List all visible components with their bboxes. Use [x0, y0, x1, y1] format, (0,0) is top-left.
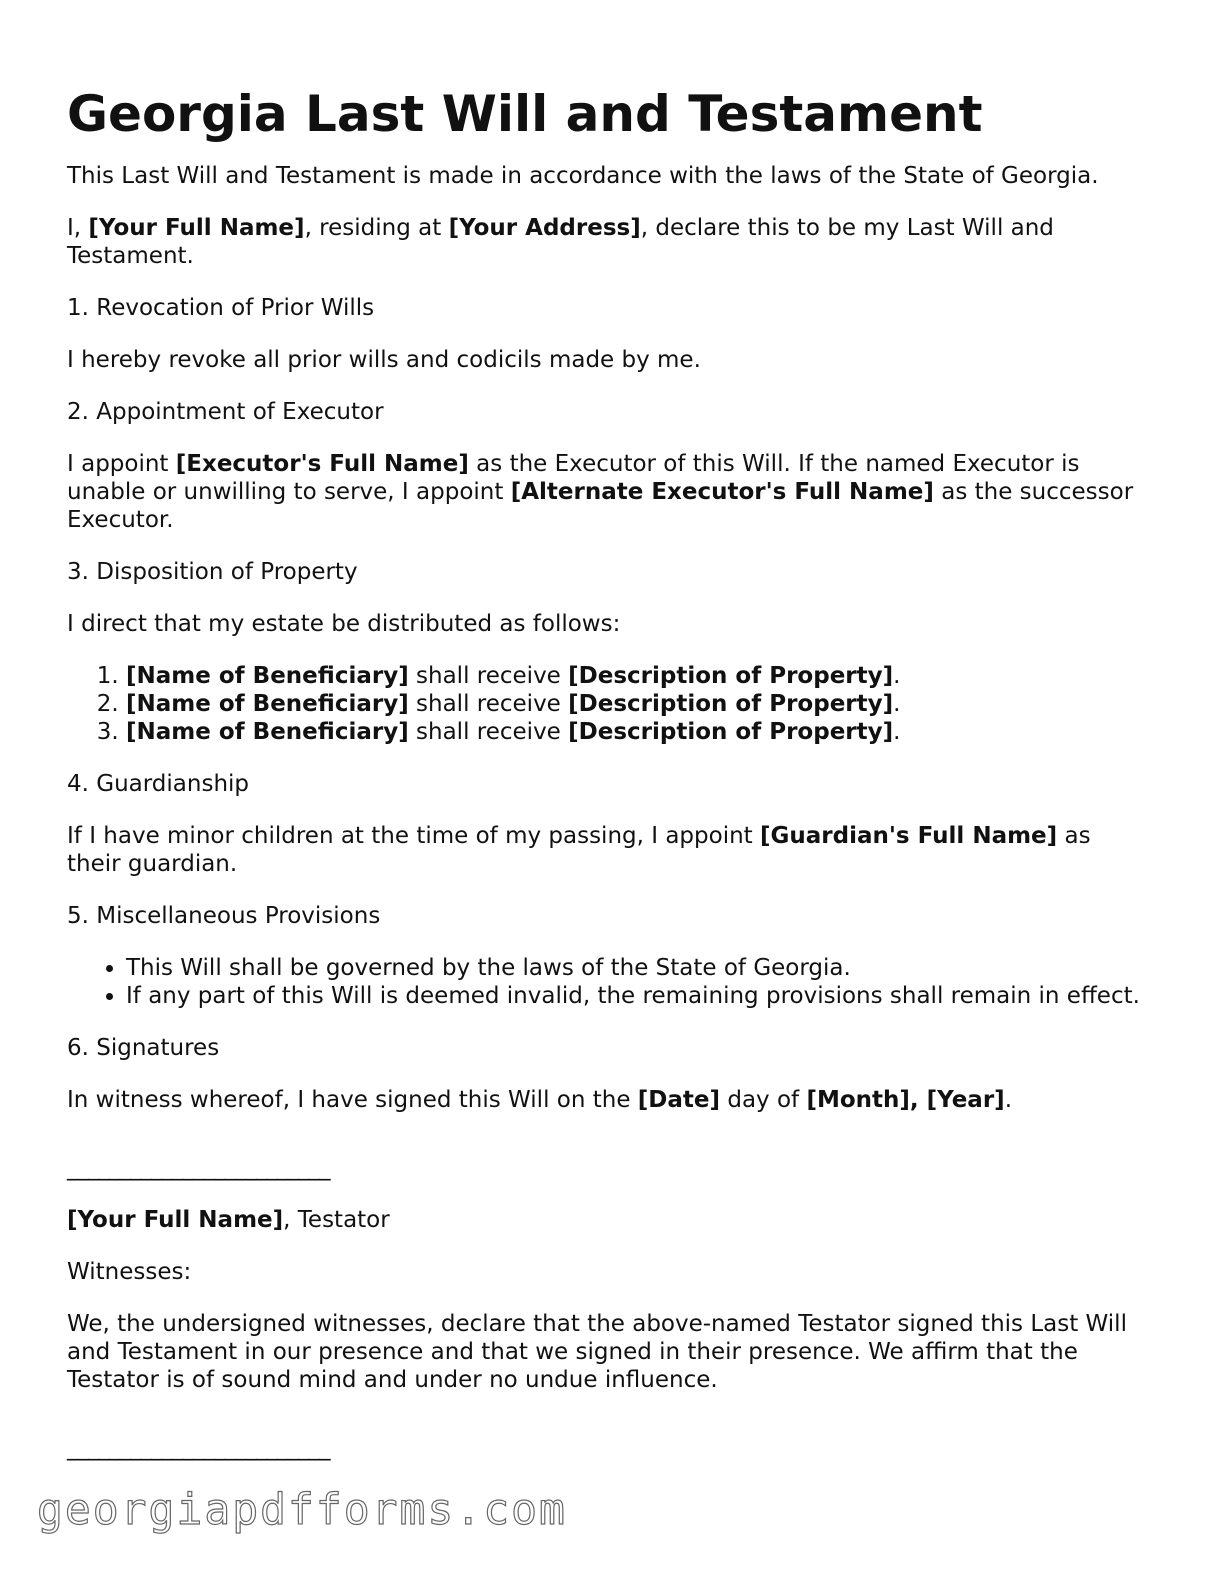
list-item [126, 662, 1147, 690]
guardian-name-placeholder: [Guardian's Full Name] [760, 823, 1058, 849]
intro-paragraph: This Last Will and Testament is made in accordance with the laws of the State of Georgia. [67, 163, 1099, 189]
list-item-end: . [893, 663, 901, 689]
list-item-end: . [893, 719, 901, 745]
beneficiary-placeholder: [Name of Beneficiary] [126, 719, 409, 745]
witness-signature-line: _________________________ [67, 1435, 330, 1461]
list-item [126, 718, 1147, 746]
property-placeholder: [Description of Property] [568, 719, 894, 745]
beneficiary-placeholder: [Name of Beneficiary] [126, 691, 409, 717]
list-item: • If any part of this Will is deemed invalid, the remaining provisions shall remain in effect. [126, 982, 1147, 1010]
executor-text-2: as the Executor of this Will. If the named Executor is unable or unwilling to serve, I appoint [67, 451, 1080, 505]
witness-whereof-paragraph [67, 1086, 1147, 1114]
property-heading: 3. Disposition of Property [67, 559, 358, 585]
document-title: Georgia Last Will and Testament [67, 85, 983, 143]
testator-name-placeholder: [Your Full Name] [67, 1207, 284, 1233]
list-item-text: shall receive [408, 663, 569, 689]
guardianship-paragraph [67, 822, 1147, 878]
document-page [67, 78, 1147, 1462]
guardianship-text-1: If I have minor children at the time of my passing, I appoint [67, 823, 760, 849]
list-item [126, 690, 1147, 718]
witness-statement: We, the undersigned witnesses, declare that the above-named Testator signed this Last Will and Testament in our presence and that we signed in their presence. We affirm that the Testator is of sound mind and under no undue influence. [67, 1311, 1127, 1393]
signature-text-2: day of [720, 1087, 807, 1113]
beneficiary-placeholder: [Name of Beneficiary] [126, 663, 409, 689]
witnesses-label: Witnesses: [67, 1259, 192, 1285]
date-placeholder: [Date] [637, 1087, 721, 1113]
watermark-text: georgiapdfforms.com [37, 1485, 567, 1535]
declaration-suffix: , declare this to be my Last Will and Testament. [67, 215, 1054, 269]
executor-text-3: as the successor Executor. [67, 479, 1134, 533]
guardianship-heading: 4. Guardianship [67, 771, 250, 797]
alternate-executor-placeholder: [Alternate Executor's Full Name] [510, 479, 934, 505]
property-placeholder: [Description of Property] [568, 691, 894, 717]
signature-text-3: . [1004, 1087, 1012, 1113]
testator-signature-line: _________________________ [67, 1155, 330, 1181]
executor-text-1: I appoint [67, 451, 176, 477]
declaration-prefix: I, [67, 215, 89, 241]
list-item-text: shall receive [408, 719, 569, 745]
revocation-text: I hereby revoke all prior wills and codicils made by me. [67, 347, 701, 373]
executor-paragraph [67, 450, 1147, 534]
property-placeholder: [Description of Property] [568, 663, 894, 689]
signatures-heading: 6. Signatures [67, 1035, 220, 1061]
guardianship-text-2: as their guardian. [67, 823, 1091, 877]
signature-text-1: In witness whereof, I have signed this Will on the [67, 1087, 638, 1113]
declaration-middle: , residing at [304, 215, 449, 241]
list-item-text: shall receive [408, 691, 569, 717]
list-item: • This Will shall be governed by the laws of the State of Georgia. [126, 954, 1147, 982]
testator-suffix: , Testator [283, 1207, 390, 1233]
executor-name-placeholder: [Executor's Full Name] [175, 451, 469, 477]
revocation-heading: 1. Revocation of Prior Wills [67, 295, 375, 321]
testator-label [67, 1206, 1147, 1234]
list-item-end: . [893, 691, 901, 717]
testator-name-placeholder: [Your Full Name] [88, 215, 305, 241]
executor-heading: 2. Appointment of Executor [67, 399, 384, 425]
declaration-paragraph [67, 214, 1147, 270]
month-year-placeholder: [Month], [Year] [806, 1087, 1005, 1113]
misc-heading: 5. Miscellaneous Provisions [67, 903, 381, 929]
misc-list [67, 954, 1147, 1010]
property-intro: I direct that my estate be distributed as follows: [67, 611, 621, 637]
address-placeholder: [Your Address] [448, 215, 641, 241]
beneficiary-list [67, 662, 1147, 746]
